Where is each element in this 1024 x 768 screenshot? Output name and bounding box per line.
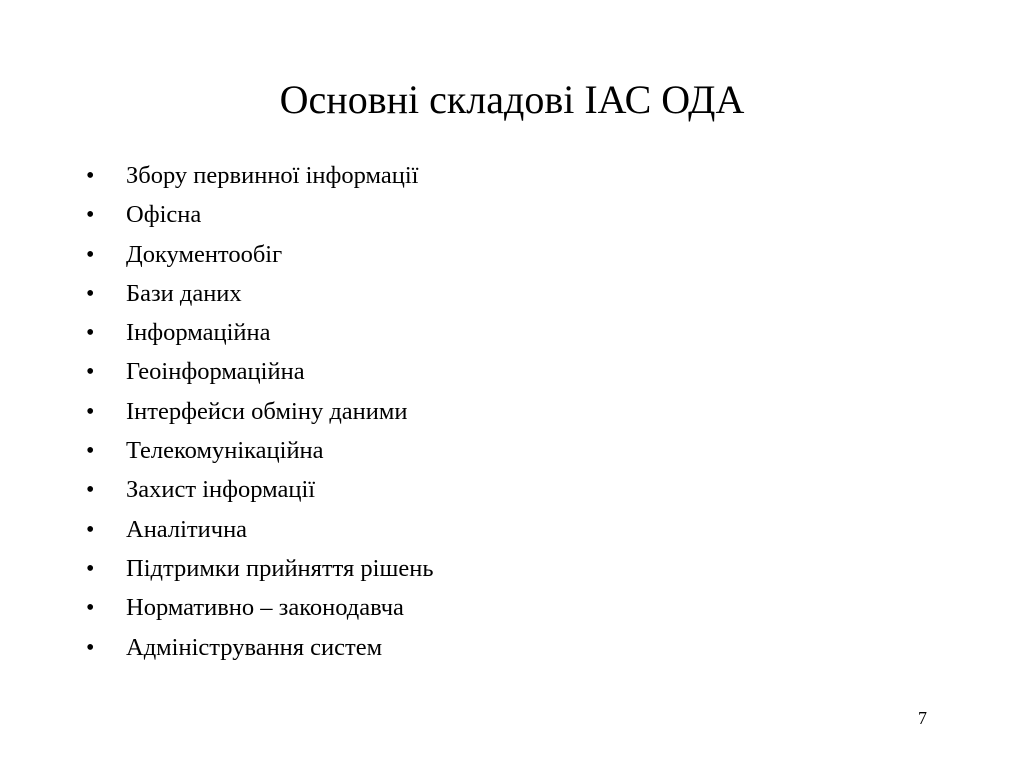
bullet-item [86, 195, 434, 234]
bullet-item [86, 510, 434, 549]
bullet-marker: • [86, 516, 95, 543]
bullet-text: Бази даних [126, 279, 242, 307]
bullet-text: Аналітична [126, 515, 248, 543]
bullet-item [86, 392, 434, 431]
bullet-marker: • [86, 438, 95, 465]
slide-number: 7 [918, 708, 927, 728]
bullet-marker: • [86, 359, 95, 386]
bullet-item [86, 470, 434, 509]
bullet-text: Підтримки прийняття рішень [126, 554, 434, 582]
bullet-item [86, 235, 434, 274]
bullet-text: Інтерфейси обміну даними [126, 397, 408, 425]
bullet-text: Захист інформації [126, 476, 316, 504]
bullet-text: Документообіг [126, 240, 283, 268]
bullet-item [86, 628, 434, 667]
bullet-marker: • [86, 202, 95, 229]
bullet-item [86, 549, 434, 588]
bullet-text: Нормативно – законодавча [126, 594, 404, 622]
bullet-item [86, 588, 434, 627]
bullet-list [86, 156, 434, 667]
bullet-item [86, 274, 434, 313]
bullet-marker: • [86, 634, 95, 661]
bullet-text: Телекомунікаційна [126, 437, 324, 465]
bullet-marker: • [86, 595, 95, 622]
bullet-text: Офісна [126, 201, 202, 229]
bullet-item [86, 431, 434, 470]
bullet-item [86, 352, 434, 391]
bullet-marker: • [86, 555, 95, 582]
bullet-marker: • [86, 398, 95, 425]
bullet-item [86, 313, 434, 352]
bullet-item [86, 156, 434, 195]
bullet-text: Адміністрування систем [126, 633, 383, 661]
bullet-marker: • [86, 241, 95, 268]
slide-title: Основні складові ІАС ОДА [279, 77, 745, 122]
bullet-marker: • [86, 320, 95, 347]
bullet-text: Геоінформаційна [126, 358, 305, 386]
bullet-text: Інформаційна [126, 319, 271, 347]
bullet-marker: • [86, 477, 95, 504]
bullet-marker: • [86, 280, 95, 307]
bullet-marker: • [86, 163, 95, 189]
bullet-text: Збору первинної інформації [126, 162, 419, 189]
